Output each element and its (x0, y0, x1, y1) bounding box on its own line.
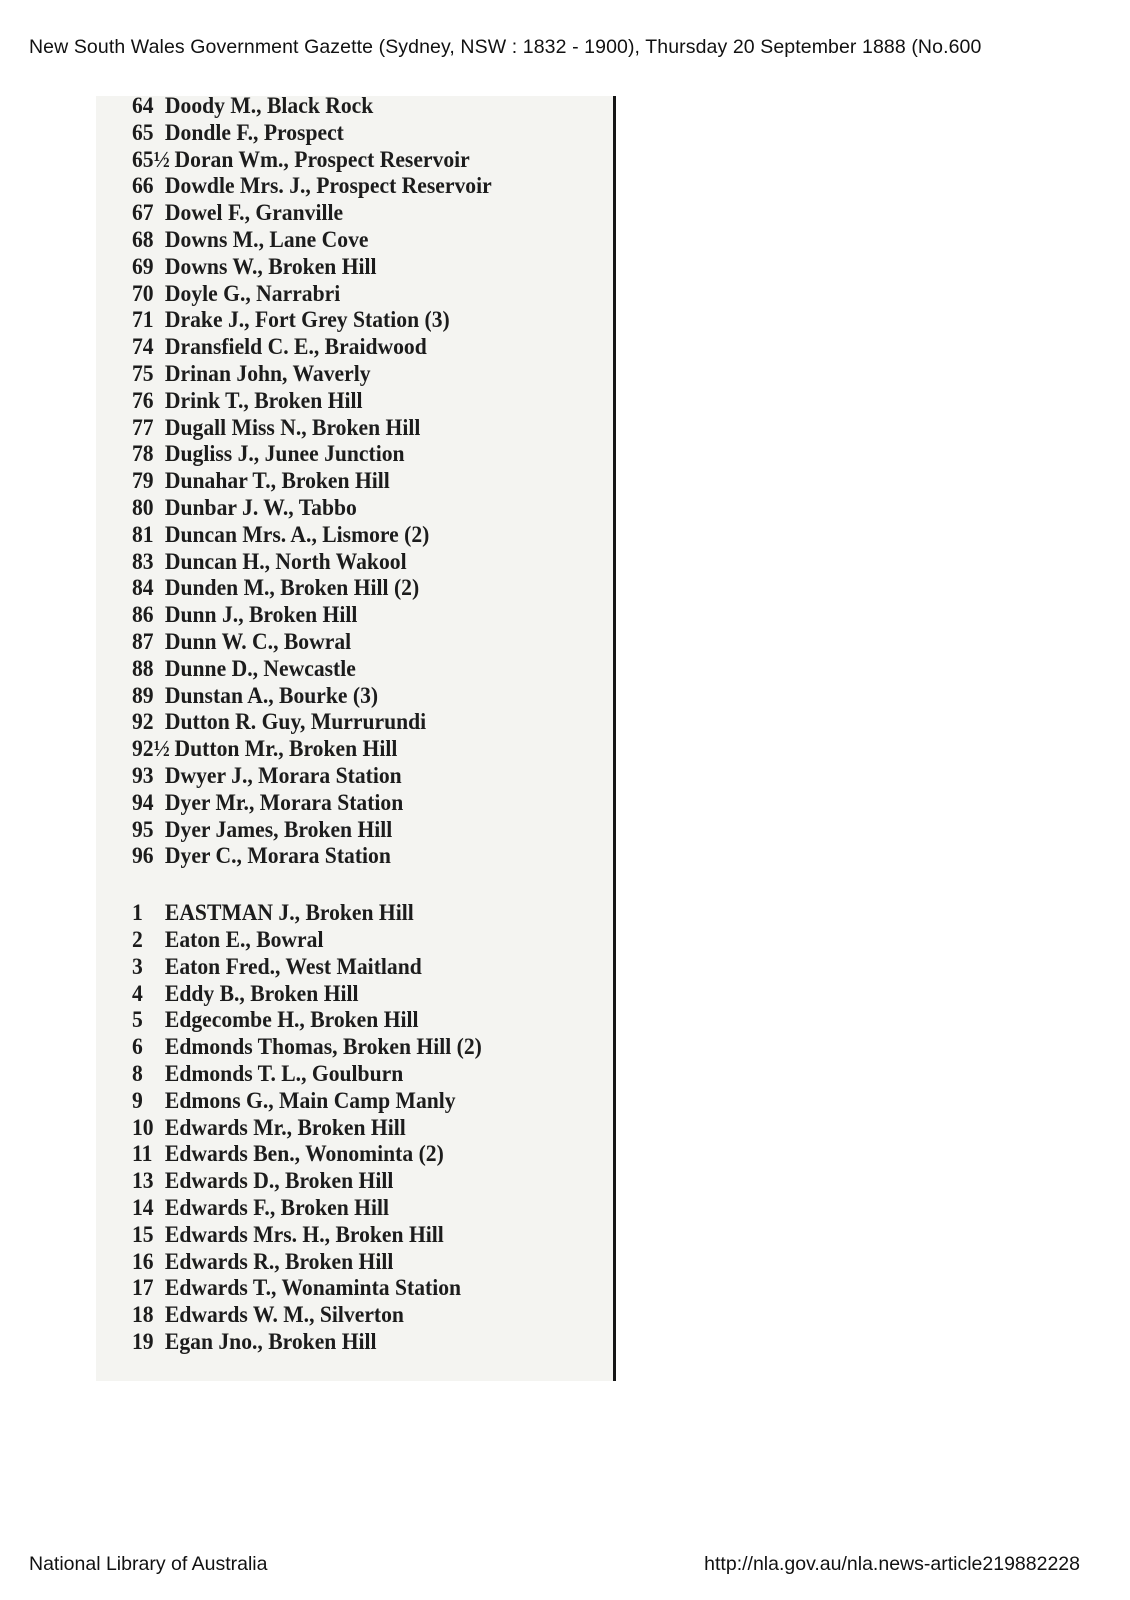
entry-number: 8 (132, 1061, 143, 1086)
entry-number: 6 (132, 1034, 143, 1060)
entry-text: Dondle F., Prospect (164, 119, 344, 145)
list-item (132, 548, 407, 575)
entry-number: 65½ (132, 146, 170, 172)
entry-number: 80 (132, 495, 154, 520)
list-item (132, 172, 492, 199)
list-item (132, 306, 450, 333)
entry-text: Doody M., Black Rock (164, 96, 374, 118)
entry-number: 88 (132, 655, 154, 681)
entry-text: Doyle G., Narrabri (164, 280, 341, 306)
entry-number: 86 (132, 602, 154, 628)
list-item (132, 280, 340, 307)
entry-text: Egan Jno., Broken Hill (164, 1329, 377, 1354)
list-item (132, 360, 371, 387)
entry-number: 77 (132, 414, 154, 440)
entry-number: 64 (132, 96, 154, 118)
entry-text: Edwards T., Wonaminta Station (164, 1275, 462, 1301)
list-item (132, 1301, 404, 1328)
entry-text: Dyer James, Broken Hill (164, 816, 393, 842)
entry-text: Dugliss J., Junee Junction (164, 441, 405, 467)
list-item (132, 655, 356, 682)
list-item (132, 521, 429, 548)
list-item (132, 146, 470, 173)
entry-number: 84 (132, 575, 154, 601)
entry-number: 87 (132, 629, 154, 654)
entry-text: Duncan H., North Wakool (164, 548, 407, 574)
entry-number: 70 (132, 280, 154, 306)
list-item (132, 1033, 482, 1060)
entry-number: 71 (132, 307, 154, 333)
list-item (132, 1006, 419, 1033)
entry-number: 3 (132, 953, 143, 979)
entry-text: Dunn W. C., Bowral (164, 629, 352, 654)
entry-text: Edwards F., Broken Hill (164, 1195, 389, 1220)
entry-number: 10 (132, 1114, 154, 1140)
entry-number: 78 (132, 441, 154, 467)
list-item (132, 119, 344, 146)
list-item (132, 1248, 393, 1275)
entry-text: Edwards Mrs. H., Broken Hill (164, 1221, 444, 1247)
list-item (132, 253, 377, 280)
entry-text: Dutton Mr., Broken Hill (174, 736, 398, 762)
entry-number: 76 (132, 387, 154, 413)
entry-number: 65 (132, 119, 154, 145)
entry-number: 96 (132, 843, 154, 869)
entry-number: 14 (132, 1195, 154, 1220)
entry-text: Edmons G., Main Camp Manly (164, 1087, 456, 1113)
list-item (132, 980, 359, 1007)
entry-text: Drinan John, Waverly (164, 361, 371, 386)
entry-text: Dransfield C. E., Braidwood (164, 334, 427, 360)
entry-number: 16 (132, 1248, 154, 1274)
entry-text: Dunstan A., Bourke (3) (164, 682, 379, 708)
entry-number: 18 (132, 1302, 154, 1328)
list-item (132, 1140, 444, 1167)
entry-text: Dwyer J., Morara Station (164, 763, 402, 788)
entry-number: 93 (132, 763, 154, 788)
entry-number: 15 (132, 1221, 154, 1247)
list-item (132, 1328, 377, 1355)
entry-number: 79 (132, 468, 154, 494)
list-item (132, 926, 323, 953)
list-item (132, 1194, 389, 1221)
entry-text: Dunahar T., Broken Hill (164, 468, 390, 494)
entry-text: Edmonds Thomas, Broken Hill (2) (164, 1034, 482, 1060)
entry-number: 67 (132, 200, 154, 226)
entry-number: 19 (132, 1329, 154, 1354)
citation-header: New South Wales Government Gazette (Sydney, NSW : 1832 - 1900), Thursday 20 September 1888 (No.600 (29, 36, 982, 58)
newspaper-clipping (96, 96, 616, 1381)
entry-number: 81 (132, 521, 154, 547)
entry-number: 83 (132, 548, 154, 574)
entry-text: Dyer Mr., Morara Station (164, 789, 404, 815)
entry-number: 68 (132, 227, 154, 252)
entry-number: 75 (132, 361, 154, 386)
list-item (132, 682, 378, 709)
list-item (132, 414, 420, 441)
entry-text: Edmonds T. L., Goulburn (164, 1061, 404, 1086)
list-item (132, 494, 357, 521)
list-item (132, 1167, 393, 1194)
list-item (132, 1060, 403, 1087)
list-item (132, 708, 426, 735)
list-item (132, 1087, 456, 1114)
list-item (132, 601, 357, 628)
entry-text: Downs M., Lane Cove (164, 227, 369, 252)
entry-text: Dunbar J. W., Tabbo (164, 495, 357, 520)
entry-text: Edwards Mr., Broken Hill (164, 1114, 406, 1140)
list-item (132, 816, 392, 843)
list-item (132, 899, 414, 926)
entry-number: 4 (132, 980, 143, 1006)
entry-number: 94 (132, 789, 154, 815)
list-item (132, 789, 403, 816)
list-item (132, 953, 422, 980)
entry-number: 89 (132, 682, 154, 708)
entry-number: 92 (132, 709, 154, 735)
entry-number: 2 (132, 927, 143, 952)
entry-text: Duncan Mrs. A., Lismore (2) (164, 521, 430, 547)
source-footer: National Library of Australia (29, 1553, 268, 1575)
entry-number: 95 (132, 816, 154, 842)
list-item (132, 842, 391, 869)
entry-text: Dowel F., Granville (164, 200, 344, 226)
list-item (132, 226, 368, 253)
entry-text: Eaton Fred., West Maitland (164, 953, 422, 979)
article-url[interactable]: http://nla.gov.au/nla.news-article219882228 (704, 1553, 1080, 1575)
entry-number: 92½ (132, 736, 170, 762)
entry-text: Edwards Ben., Wonominta (2) (164, 1141, 444, 1167)
entry-text: Dugall Miss N., Broken Hill (164, 414, 421, 440)
entry-number: 66 (132, 173, 154, 199)
entry-text: Edwards W. M., Silverton (164, 1302, 404, 1328)
entry-number: 17 (132, 1275, 154, 1301)
list-item (132, 467, 390, 494)
list-item (132, 199, 343, 226)
entry-text: Edwards R., Broken Hill (164, 1248, 394, 1274)
list-item (132, 735, 397, 762)
entry-text: Drake J., Fort Grey Station (3) (164, 307, 450, 333)
entry-text: Dunne D., Newcastle (164, 655, 356, 681)
entry-text: Downs W., Broken Hill (164, 253, 377, 279)
column-rule (613, 96, 616, 1381)
entry-number: 11 (132, 1141, 153, 1167)
list-item (132, 1114, 406, 1141)
entry-text: Dunn J., Broken Hill (164, 602, 358, 628)
entry-number: 9 (132, 1087, 143, 1113)
entry-text: Edwards D., Broken Hill (164, 1168, 394, 1194)
list-item (132, 628, 351, 655)
list-item (132, 762, 402, 789)
entry-text: Dowdle Mrs. J., Prospect Reservoir (164, 173, 492, 199)
entry-text: Dunden M., Broken Hill (2) (164, 575, 420, 601)
entry-text: EASTMAN J., Broken Hill (164, 900, 414, 926)
entry-number: 5 (132, 1007, 143, 1033)
entry-text: Eaton E., Bowral (164, 927, 324, 952)
entry-number: 13 (132, 1168, 154, 1194)
list-item (132, 1221, 444, 1248)
entry-number: 1 (132, 900, 143, 926)
list-item (132, 387, 363, 414)
list-item (132, 333, 427, 360)
list-item (132, 440, 405, 467)
entry-text: Edgecombe H., Broken Hill (164, 1007, 419, 1033)
entry-text: Drink T., Broken Hill (164, 387, 363, 413)
list-item (132, 1274, 461, 1301)
entry-text: Dyer C., Morara Station (164, 843, 391, 869)
entry-number: 69 (132, 253, 154, 279)
list-item (132, 574, 419, 601)
list-item (132, 96, 373, 119)
entry-text: Dutton R. Guy, Murrurundi (164, 709, 427, 735)
entry-text: Eddy B., Broken Hill (164, 980, 359, 1006)
entry-text: Doran Wm., Prospect Reservoir (174, 146, 470, 172)
entry-number: 74 (132, 334, 154, 360)
